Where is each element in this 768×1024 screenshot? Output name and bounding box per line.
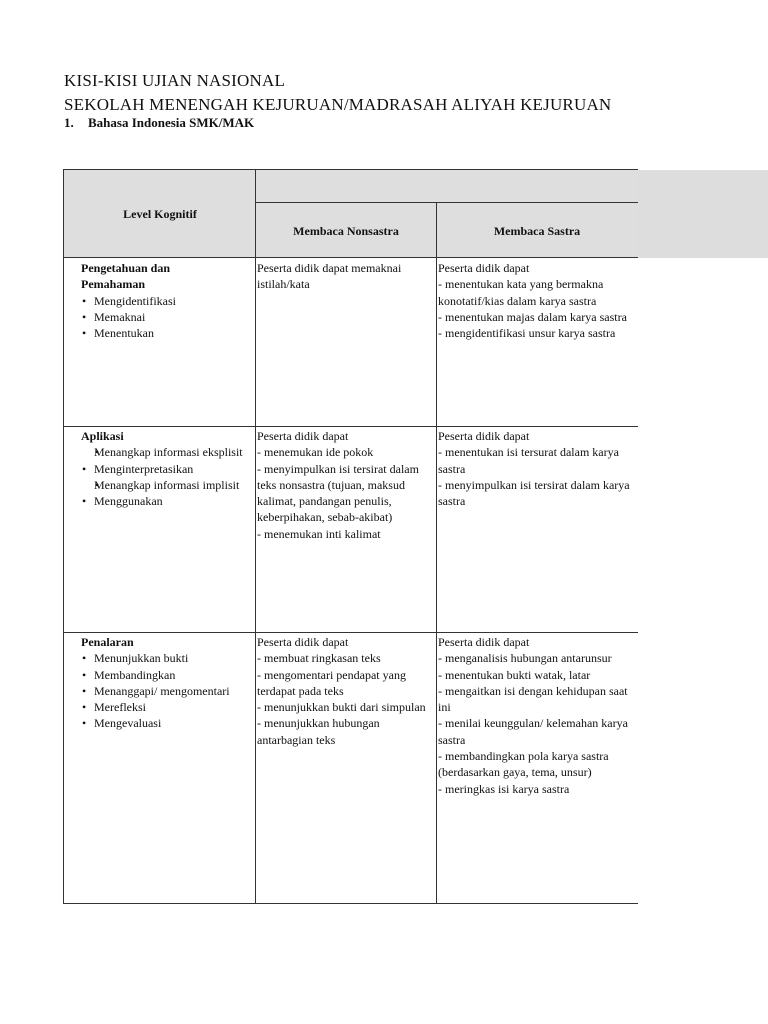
- header-membaca-nonsastra: Membaca Nonsastra: [293, 224, 399, 238]
- header-bg-top: [256, 170, 638, 203]
- list-item: • Menginterpretasikan: [81, 461, 253, 477]
- list-item: • Mengidentifikasi: [81, 293, 253, 309]
- row3-sastra-line: - membandingkan pola karya sastra (berdasarkan gaya, tema, unsur): [438, 749, 609, 780]
- list-item: • Menangkap informasi implisit: [81, 477, 253, 493]
- row1-sastra-line: - menentukan kata yang bermakna konotatif/kias dalam karya sastra: [438, 277, 604, 308]
- doc-title-line1: KISI-KISI UJIAN NASIONAL: [64, 71, 286, 90]
- row3-sastra-line: - menganalisis hubungan antarunsur: [438, 651, 612, 666]
- table-rule-col-divider1: [255, 169, 256, 904]
- row1-sastra-line: - mengidentifikasi unsur karya sastra: [438, 326, 616, 341]
- row1-level-cell: [81, 260, 253, 341]
- table-rule-row1: [63, 426, 638, 427]
- list-item: • Membandingkan: [81, 667, 255, 683]
- row3-nonsastra-line: - mengomentari pendapat yang terdapat pada teks: [257, 667, 406, 698]
- list-item: • Memaknai: [81, 309, 253, 325]
- offpage-gray-region: [638, 170, 768, 258]
- row1-nonsastra-cell: [257, 260, 435, 293]
- row3-sastra-line: - mengaitkan isi dengan kehidupan saat ini: [438, 683, 628, 715]
- table-rule-top: [63, 169, 638, 170]
- row3-nonsastra-line: Peserta didik dapat: [257, 635, 349, 649]
- row3-nonsastra-line: - menunjukkan bukti dari simpulan: [257, 700, 426, 715]
- row2-items: [81, 444, 253, 509]
- list-item: • Menangkap informasi eksplisit: [81, 444, 253, 460]
- row2-nonsastra-line: - menemukan inti kalimat: [257, 526, 381, 541]
- table-rule-col-divider2: [436, 202, 437, 904]
- list-item: • Merefleksi: [81, 699, 255, 715]
- row3-nonsastra-line: - membuat ringkasan teks: [257, 651, 381, 666]
- table-rule-header-bottom: [63, 257, 638, 258]
- row1-items: [81, 293, 253, 342]
- row2-nonsastra-cell: [257, 428, 435, 542]
- row1-sastra-line: Peserta didik dapat: [438, 261, 530, 275]
- list-item: • Menunjukkan bukti: [81, 650, 255, 666]
- header-level-kognitif: Level Kognitif: [123, 207, 197, 221]
- table-rule-subheader: [256, 202, 638, 203]
- row2-heading: Aplikasi: [81, 429, 124, 443]
- row3-sastra-line: - meringkas isi karya sastra: [438, 781, 570, 796]
- row2-nonsastra-line: - menyimpulkan isi tersirat dalam teks nonsastra (tujuan, maksud kalimat, pandangan penulis, keberpihakan, sebab-akibat): [257, 461, 419, 525]
- doc-subtitle: [64, 115, 254, 131]
- table-rule-left: [63, 169, 64, 904]
- header-membaca-sastra: Membaca Sastra: [493, 224, 581, 238]
- row3-sastra-line: Peserta didik dapat: [438, 635, 530, 649]
- row2-sastra-cell: [438, 428, 636, 509]
- doc-title-line2: SEKOLAH MENENGAH KEJURUAN/MADRASAH ALIYAH KEJURUAN: [64, 95, 612, 114]
- table-rule-bottom: [63, 903, 638, 904]
- row2-nonsastra-line: Peserta didik dapat: [257, 429, 349, 443]
- row3-nonsastra-line: - menunjukkan hubungan antarbagian teks: [257, 716, 380, 747]
- row2-nonsastra-line: - menemukan ide pokok: [257, 445, 374, 460]
- row3-sastra-cell: [438, 634, 636, 797]
- row2-level-cell: [81, 428, 253, 509]
- row3-items: [81, 650, 255, 731]
- table-rule-row2: [63, 632, 638, 633]
- row3-sastra-line: - menilai keunggulan/ kelemahan karya sastra: [438, 716, 628, 747]
- list-item: • Mengevaluasi: [81, 715, 255, 731]
- row1-sastra-line: - menentukan majas dalam karya sastra: [438, 309, 627, 324]
- row2-sastra-line: - menyimpulkan isi tersirat dalam karya sastra: [438, 477, 630, 509]
- subtitle-text: Bahasa Indonesia SMK/MAK: [88, 115, 255, 130]
- list-item: • Menentukan: [81, 325, 253, 341]
- row1-nonsastra-text: Peserta didik dapat memaknai istilah/kata: [257, 261, 402, 292]
- row1-heading: Pengetahuan dan Pemahaman: [81, 261, 171, 292]
- row2-sastra-line: Peserta didik dapat: [438, 429, 530, 443]
- row3-level-cell: [81, 634, 255, 732]
- list-item: • Menanggapi/ mengomentari: [81, 683, 255, 699]
- row3-heading: Penalaran: [81, 635, 134, 649]
- list-item: • Menggunakan: [81, 493, 253, 509]
- subtitle-number: 1.: [64, 115, 74, 130]
- row3-nonsastra-cell: [257, 634, 435, 748]
- row2-sastra-line: - menentukan isi tersurat dalam karya sastra: [438, 445, 619, 476]
- row3-sastra-line: - menentukan bukti watak, latar: [438, 667, 591, 682]
- row1-sastra-cell: [438, 260, 636, 341]
